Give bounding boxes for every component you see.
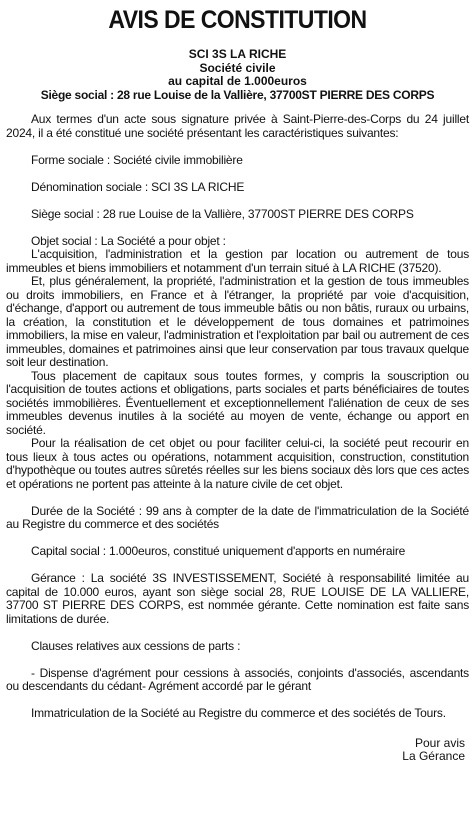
signature-line-1: Pour avis bbox=[414, 735, 465, 750]
objet-paragraph-1: L'acquisition, l'administration et la gestion par location ou autrement de tous immeubles et biens immobiliers et notamment d'un terrain situé à LA RICHE (37520). bbox=[6, 247, 469, 275]
objet-paragraph-2: Et, plus généralement, la propriété, l'administration et la gestion de tous immeubles ou droits immobiliers, en France et à l'étranger, la propriété par voie d'acquisition, d'échange, d'apport ou autrement de tous immeuble bâtis ou non bâtis, ruraux ou urbains, la création, la constitution et le développement de tous domaines et patrimoines immobiliers, la mise en valeur, l'administration et l'exploitation par bail ou autrement de ces immeubles, domaines et patrimoines ainsi que leur conservation par tous travaux quelque soit leur destination. bbox=[6, 274, 469, 369]
forme-sociale: Forme sociale : Société civile immobilière bbox=[31, 152, 243, 167]
denomination-sociale: Dénomination sociale : SCI 3S LA RICHE bbox=[31, 179, 245, 194]
gerance-paragraph: Gérance : La société 3S INVESTISSEMENT, Société à responsabilité limitée au capital de 10.000 euros, ayant son siège social 28, RUE LOUISE DE LA VALLIERE, 37700 ST PIERRE DES CORPS, est nommée gérante. Cette nomination est faite sans limitations de durée. bbox=[6, 571, 469, 626]
company-header bbox=[6, 48, 469, 102]
company-siege: Siège social : 28 rue Louise de la Vallière, 37700ST PIERRE DES CORPS bbox=[40, 87, 435, 102]
clauses-title: Clauses relatives aux cessions de parts : bbox=[31, 638, 241, 653]
objet-social-title: Objet social : La Société a pour objet : bbox=[31, 233, 226, 248]
company-capital: au capital de 1.000euros bbox=[168, 74, 307, 88]
intro-paragraph: Aux termes d'un acte sous signature privée à Saint-Pierre-des-Corps du 24 juillet 2024, il a été constitué une société présentant les caractéristiques suivantes: bbox=[6, 112, 469, 140]
siege-social: Siège social : 28 rue Louise de la Vallière, 37700ST PIERRE DES CORPS bbox=[31, 206, 414, 221]
objet-paragraph-3: Tous placement de capitaux sous toutes formes, y compris la souscription ou l'acquisition de toutes actions et obligations, parts sociales et parts bénéficiaires de toutes sociétés immobilières. Éventuellement et exceptionnellement l'aliénation de ceux de ses immeubles devenus inutiles à la société au moyen de vente, échange ou apport en société. bbox=[6, 368, 469, 437]
immatriculation-paragraph: Immatriculation de la Société au Registre du commerce et des sociétés de Tours. bbox=[31, 706, 446, 720]
duree-paragraph: Durée de la Société : 99 ans à compter de la date de l'immatriculation de la Société au Registre du commerce et des sociétés bbox=[6, 503, 469, 531]
objet-paragraph-4: Pour la réalisation de cet objet ou pour faciliter celui-ci, la société peut recourir en tous lieux à tous actes ou opérations, notamment acquisition, construction, constitution d'hypothèque ou toutes autres sûretés réelles sur les biens sociaux dès lors que ces actes et opérations ne portent pas atteinte à la nature civile de cet objet. bbox=[6, 436, 469, 491]
company-type: Société civile bbox=[199, 60, 276, 75]
notice-body bbox=[6, 113, 469, 721]
dispense-paragraph: - Dispense d'agrément pour cessions à associés, conjoints d'associés, ascendants ou descendants du cédant- Agrément accordé par le gérant bbox=[6, 665, 469, 693]
signature-block bbox=[6, 737, 469, 764]
company-name: SCI 3S LA RICHE bbox=[188, 47, 287, 61]
notice-title: AVIS DE CONSTITUTION bbox=[108, 6, 367, 34]
capital-paragraph: Capital social : 1.000euros, constitué uniquement d'apports en numéraire bbox=[31, 544, 406, 558]
signature-line-2: La Gérance bbox=[402, 749, 465, 763]
